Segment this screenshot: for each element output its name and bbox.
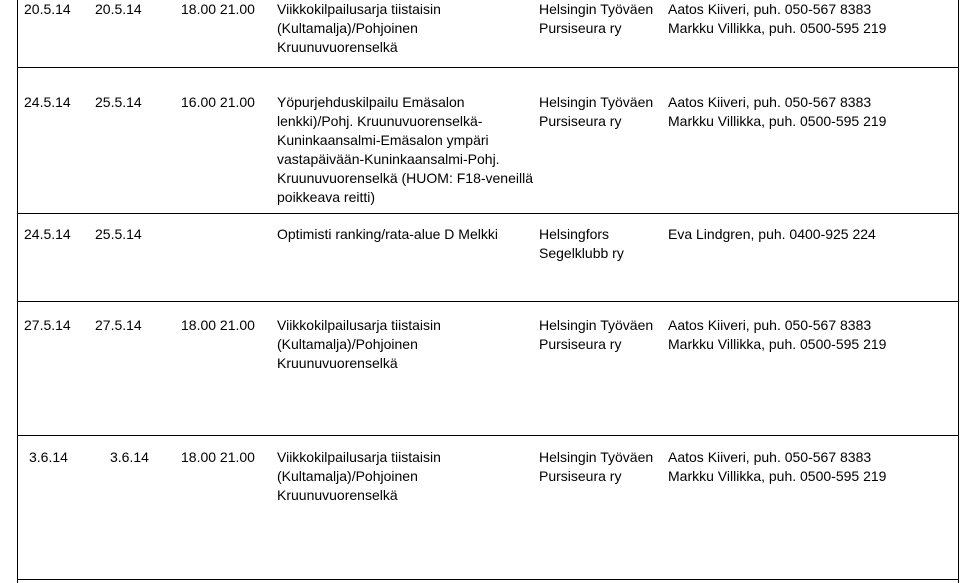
time-cell: 16.00 21.00 xyxy=(181,94,255,110)
time-cell: 18.00 21.00 xyxy=(181,1,255,17)
grid-line-right xyxy=(958,0,959,583)
row-separator xyxy=(17,435,959,436)
start-date-cell: 27.5.14 xyxy=(24,317,71,333)
organizer-cell: Helsingin Työväen Pursiseura ry xyxy=(539,317,654,352)
time-cell: 18.00 21.00 xyxy=(181,449,255,465)
end-date-cell: 25.5.14 xyxy=(95,94,142,110)
contact-cell: Aatos Kiiveri, puh. 050-567 8383 Markku Villikka, puh. 0500-595 219 xyxy=(668,449,887,484)
end-date-cell: 20.5.14 xyxy=(95,1,142,17)
organizer-cell: Helsingin Työväen Pursiseura ry xyxy=(539,449,654,484)
start-date-cell: 24.5.14 xyxy=(24,226,71,242)
time-cell: 18.00 21.00 xyxy=(181,317,255,333)
organizer-cell: Helsingfors Segelklubb ry xyxy=(539,226,624,261)
end-date-cell: 25.5.14 xyxy=(95,226,142,242)
start-date-cell: 24.5.14 xyxy=(24,94,71,110)
contact-cell: Eva Lindgren, puh. 0400-925 224 xyxy=(668,226,876,242)
start-date-cell: 3.6.14 xyxy=(29,449,68,465)
event-cell: Optimisti ranking/rata-alue D Melkki xyxy=(277,226,498,242)
start-date-cell: 20.5.14 xyxy=(24,1,71,17)
contact-cell: Aatos Kiiveri, puh. 050-567 8383 Markku Villikka, puh. 0500-595 219 xyxy=(668,1,887,36)
event-cell: Viikkokilpailusarja tiistaisin (Kultamalja)/Pohjoinen Kruunuvuorenselkä xyxy=(277,317,441,371)
event-cell: Yöpurjehduskilpailu Emäsalon lenkki)/Pohj. Kruunuvuorenselkä- Kuninkaansalmi-Emäsalon ympäri vastapäivään-Kuninkaansalmi-Pohj. Kruunuvuorenselkä (HUOM: F18-veneillä poikkeava reitti) xyxy=(277,94,533,205)
row-separator xyxy=(17,579,959,580)
end-date-cell: 27.5.14 xyxy=(95,317,142,333)
row-separator xyxy=(17,213,959,214)
contact-cell: Aatos Kiiveri, puh. 050-567 8383 Markku Villikka, puh. 0500-595 219 xyxy=(668,317,887,352)
organizer-cell: Helsingin Työväen Pursiseura ry xyxy=(539,1,654,36)
end-date-cell: 3.6.14 xyxy=(110,449,149,465)
organizer-cell: Helsingin Työväen Pursiseura ry xyxy=(539,94,654,129)
grid-line-left xyxy=(17,0,18,583)
row-separator xyxy=(17,301,959,302)
row-separator xyxy=(17,67,959,68)
contact-cell: Aatos Kiiveri, puh. 050-567 8383 Markku Villikka, puh. 0500-595 219 xyxy=(668,94,887,129)
event-cell: Viikkokilpailusarja tiistaisin (Kultamalja)/Pohjoinen Kruunuvuorenselkä xyxy=(277,1,441,55)
event-cell: Viikkokilpailusarja tiistaisin (Kultamalja)/Pohjoinen Kruunuvuorenselkä xyxy=(277,449,441,503)
